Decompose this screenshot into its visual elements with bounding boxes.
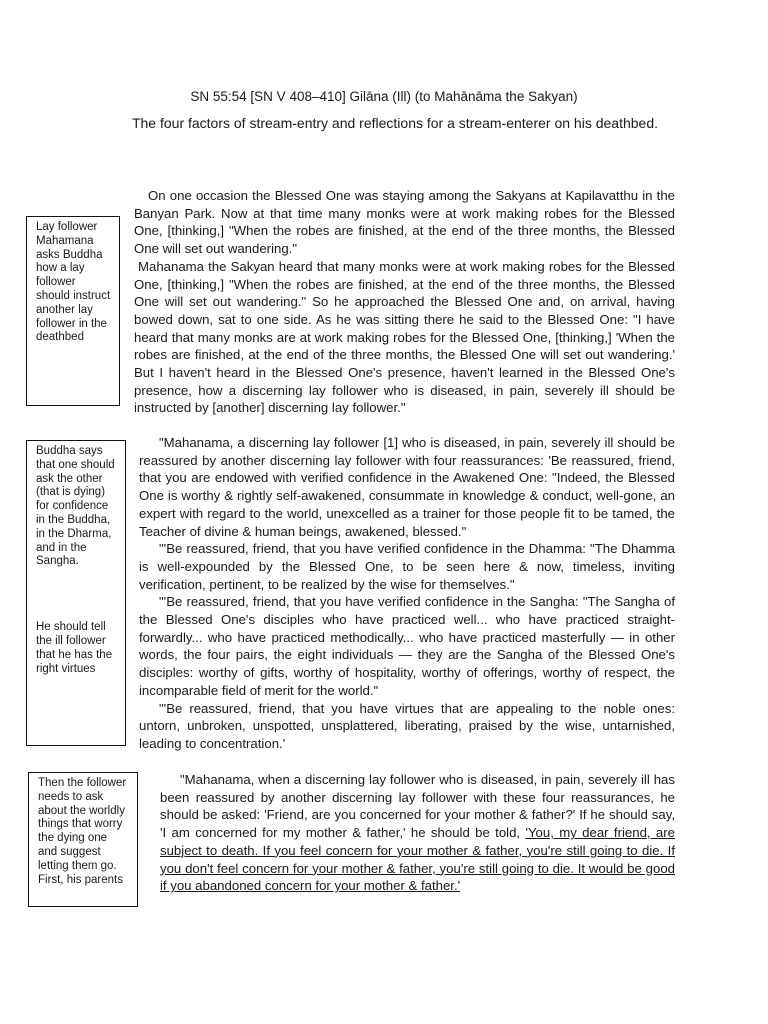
- margin-note-2-text-a: Buddha says that one should ask the other (that is dying) for confidence in the Buddha, in the Dharma, and in the Sangha.: [36, 445, 115, 568]
- paragraph-reassurances: [139, 434, 675, 753]
- paragraph-opening: [134, 187, 675, 417]
- document-subtitle: The four factors of stream-entry and reflections for a stream-enterer on his deathbed.: [131, 115, 659, 131]
- concerns-text: "Mahanama, when a discerning lay follower who is diseased, in pain, severely ill has been reassured by another discerning lay follower with these four reassurances, he should be asked: 'Friend, are you concerned for your mother & father?' If he should say, 'I am concerned for my mother & father,' he should be told,: [160, 772, 675, 841]
- paragraph-concerns: [160, 771, 675, 895]
- paragraph-mahanama-request: Mahanama the Sakyan heard that many monks were at work making robes for the Blessed One, [thinking,] "When the robes are finished, at the end of the three months, the Blessed One will set out wandering." So he approached the Blessed One and, on arrival, having bowed down, sat to one side. As he was sitting there he said to the Blessed One: "I have heard that many monks are at work making robes for the Blessed One, [thinking,] 'When the robes are finished, at the end of the three months, the Blessed One will set out wandering.' But I haven't heard in the Blessed One's presence, haven't learned in the Blessed One's presence, how a discerning lay follower who is diseased, in pain, severely ill should be instructed by [another] discerning lay follower.": [134, 258, 675, 416]
- reassurance-sangha: "'Be reassured, friend, that you have verified confidence in the Sangha: "The Sangha of the Blessed One's disciples who have practiced well... who have practiced straight-forwardly... who have practiced methodically... who have practiced masterfully — in other words, the four pairs, the eight individuals — they are the Sangha of the Blessed One's disciples: worthy of gifts, worthy of hospitality, worthy of offerings, worthy of respect, the incomparable field of merit for the world.": [139, 594, 675, 698]
- margin-note-2-text-b: He should tell the ill follower that he has the right virtues: [36, 621, 113, 675]
- margin-note-1-text: Lay follower Mahamana asks Buddha how a lay follower should instruct another lay follower in the deathbed: [36, 221, 111, 344]
- margin-note-2: [26, 440, 126, 746]
- paragraph-opening-text: On one occasion the Blessed One was staying among the Sakyans at Kapilavatthu in the Banyan Park. Now at that time many monks were at work making robes for the Blessed One, [thinking,] "When the robes are finished, at the end of the three months, the Blessed One will set out wandering.": [134, 188, 675, 257]
- reassurance-buddha: "Mahanama, a discerning lay follower [1] who is diseased, in pain, severely ill should be reassured by another discerning lay follower with four reassurances: 'Be reassured, friend, that you are endowed with verified confidence in the Awakened One: "Indeed, the Blessed One is worthy & rightly self-awakened, consummate in knowledge & conduct, well-gone, an expert with regard to the world, unexcelled as a trainer for those people fit to be tamed, the Teacher of divine & human beings, awakened, blessed.": [139, 435, 675, 539]
- reassurance-virtues: "'Be reassured, friend, that you have virtues that are appealing to the noble ones: untorn, unbroken, unspotted, unsplattered, liberating, praised by the wise, untarnished, leading to concentration.': [139, 700, 675, 751]
- margin-note-3-text: Then the follower needs to ask about the worldly things that worry the dying one and suggest letting them go. First, his parents: [38, 777, 127, 886]
- concerns-underlined-text: 'You, my dear friend, are subject to death. If you feel concern for your mother & father, you're still going to die. If you don't feel concern for your mother & father, you're still going to die. It would be good if you abandoned concern for your mother & father.': [160, 825, 675, 894]
- margin-note-1: [26, 216, 120, 406]
- note-spacer: [36, 569, 117, 621]
- document-title: SN 55:54 [SN V 408–410] Gilāna (Ill) (to Mahānāma the Sakyan): [190, 89, 578, 104]
- reassurance-dhamma: "'Be reassured, friend, that you have verified confidence in the Dhamma: "The Dhamma is well-expounded by the Blessed One, to be seen here & now, timeless, inviting verification, pertinent, to be realized by the wise for themselves.": [139, 541, 675, 592]
- margin-note-3: [28, 772, 138, 907]
